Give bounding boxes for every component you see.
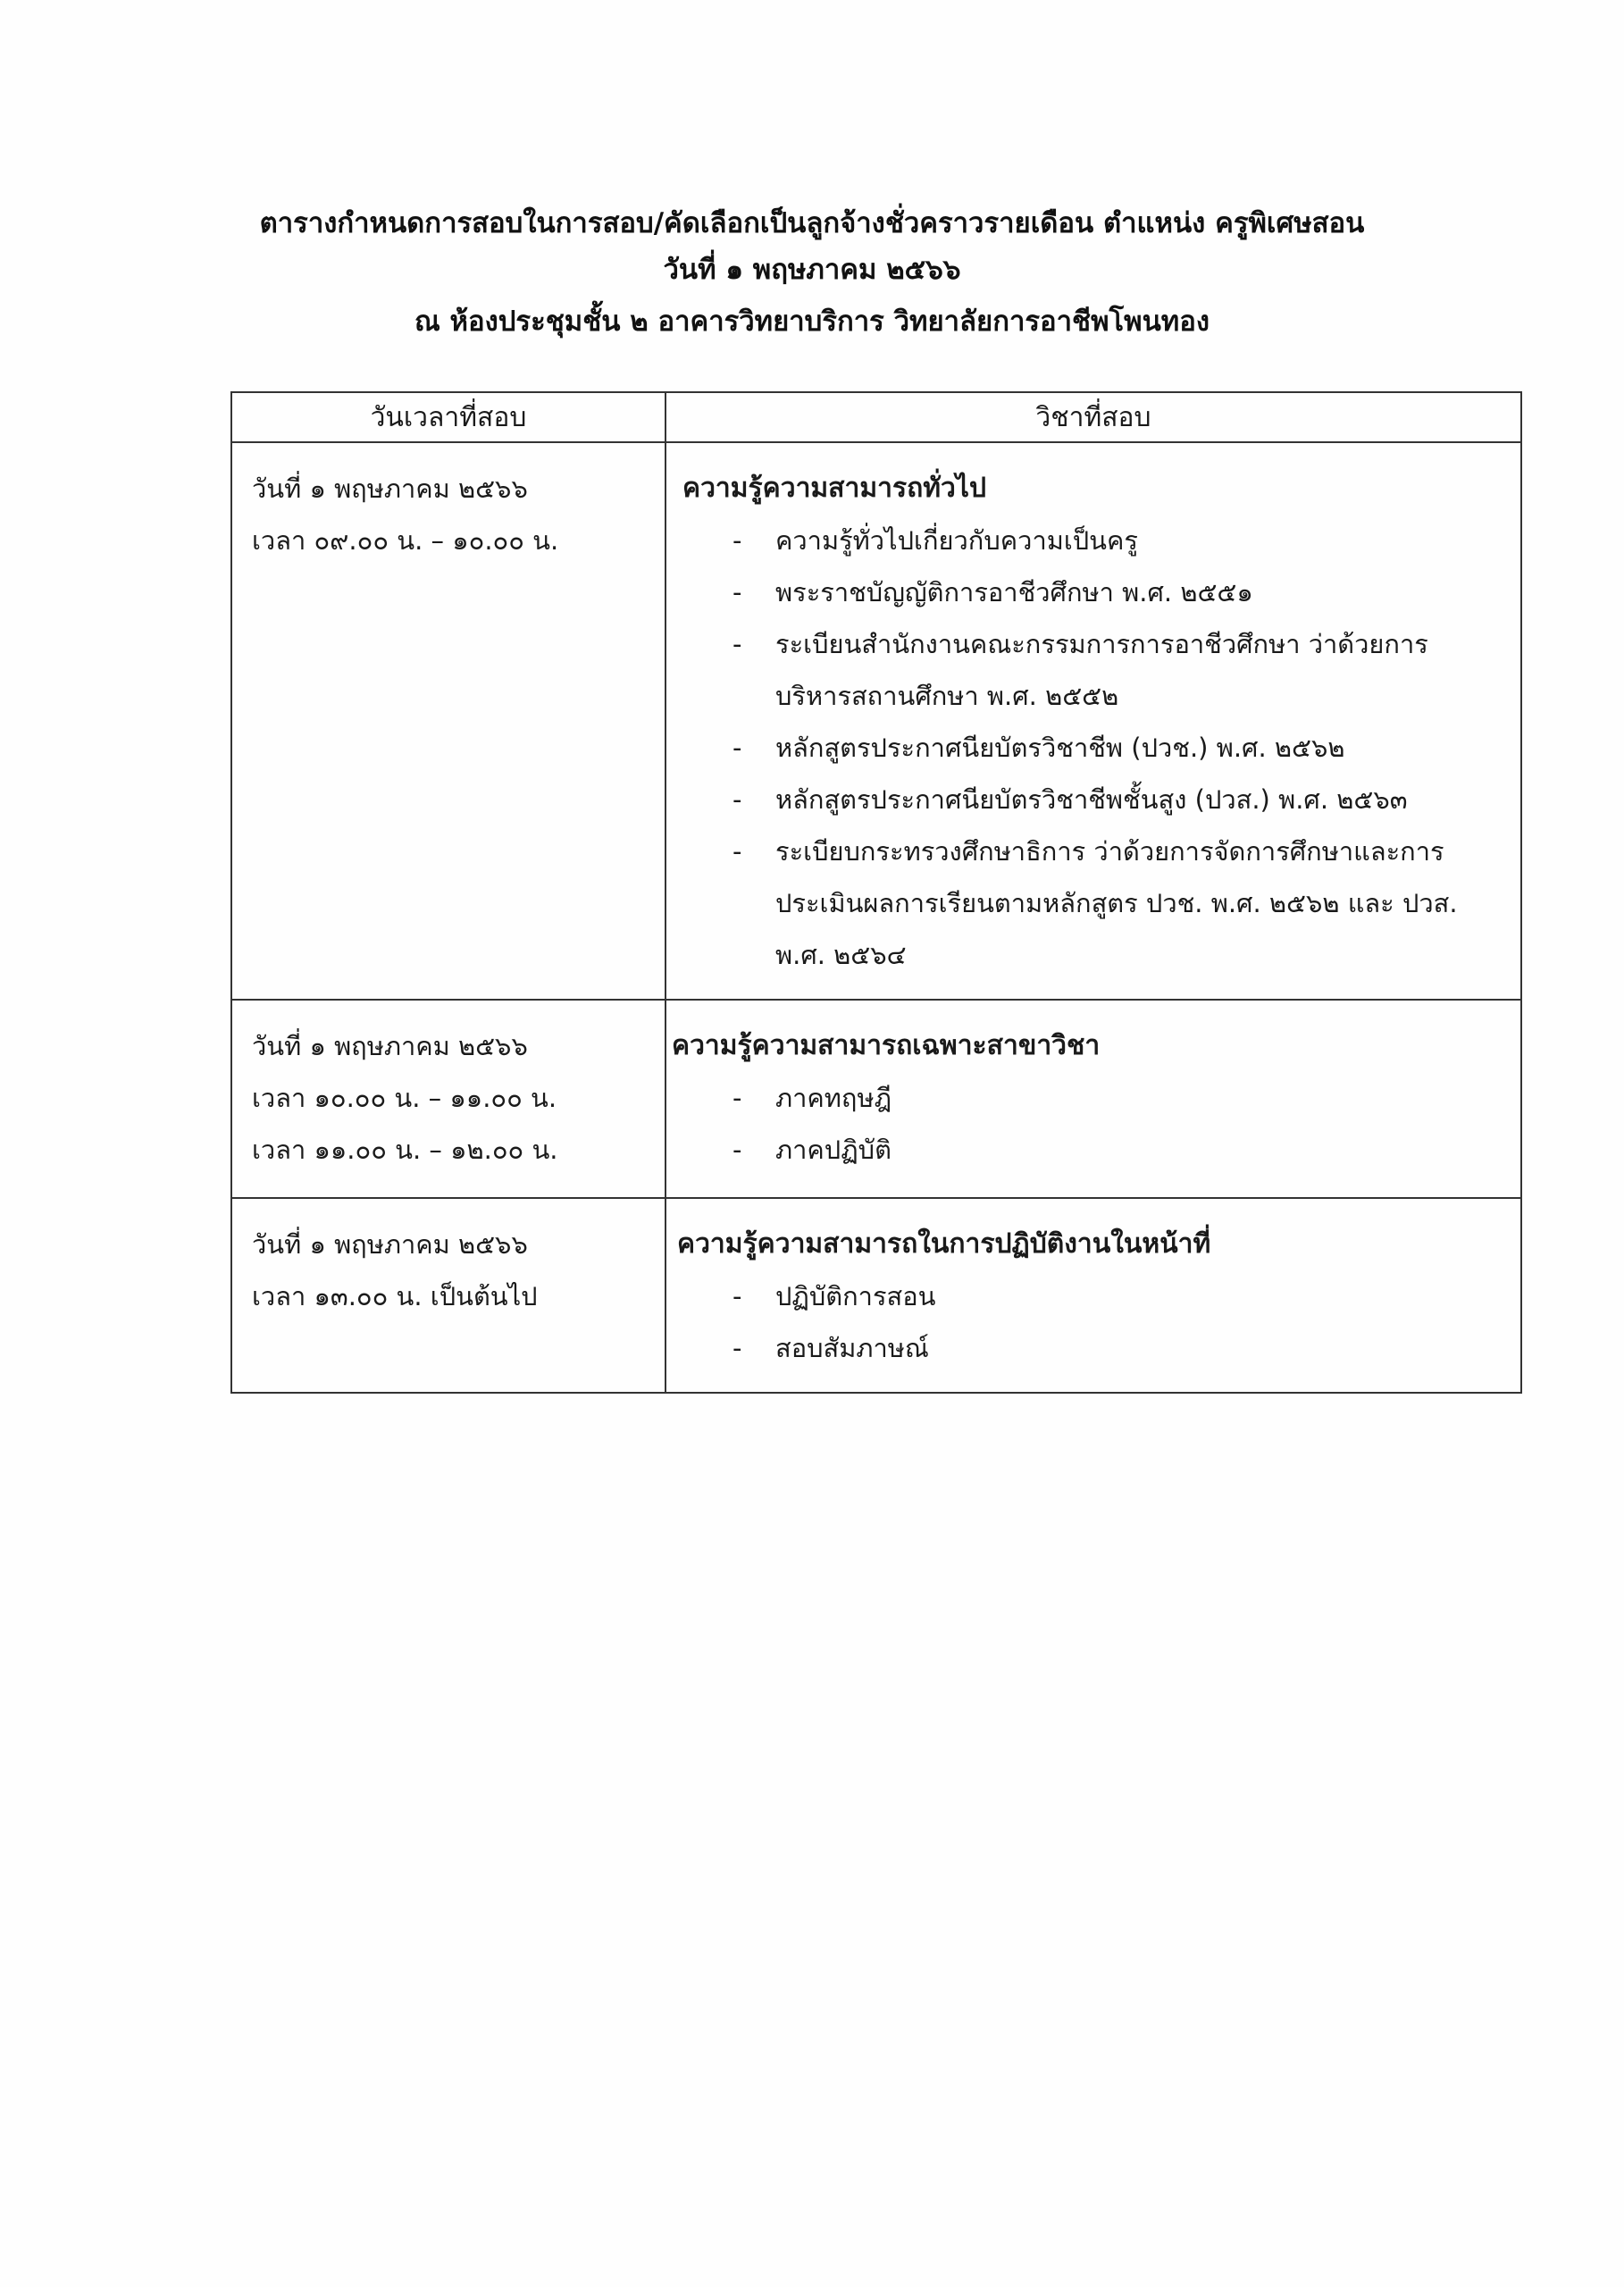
- list-item-text: ระเบียบกระทรวงศึกษาธิการ ว่าด้วยการจัดการศึกษาและการประเมินผลการเรียนตามหลักสูตร ปวช. พ.ศ. ๒๕๖๒ และ ปวส. พ.ศ. ๒๕๖๔: [775, 836, 1458, 970]
- exam-schedule-table: [230, 391, 1522, 1394]
- list-item: [666, 1124, 1520, 1176]
- table-row: [231, 442, 1521, 1000]
- bullet-dash: -: [732, 836, 742, 867]
- bullet-dash: -: [732, 577, 742, 607]
- column-header-time: วันเวลาที่สอบ: [231, 392, 666, 442]
- exam-time: เวลา ๑๓.๐๐ น. เป็นต้นไป: [252, 1281, 538, 1311]
- table-row: [231, 1000, 1521, 1198]
- exam-time: เวลา ๑๑.๐๐ น. – ๑๒.๐๐ น.: [252, 1135, 558, 1165]
- list-item: [666, 1270, 1520, 1322]
- exam-subject-cell: [666, 1198, 1521, 1393]
- list-item-text: ปฏิบัติการสอน: [775, 1281, 936, 1311]
- list-item: [666, 1072, 1520, 1124]
- list-item-text: พระราชบัญญัติการอาชีวศึกษา พ.ศ. ๒๕๕๑: [775, 577, 1253, 607]
- list-item-text: สอบสัมภาษณ์: [775, 1333, 929, 1363]
- document-title: ตารางกำหนดการสอบในการสอบ/คัดเลือกเป็นลูกจ้างชั่วคราวรายเดือน ตำแหน่ง ครูพิเศษสอน: [259, 207, 1365, 239]
- list-item-text: ภาคทฤษฎี: [775, 1083, 892, 1113]
- list-item: [666, 774, 1520, 825]
- subject-title: ความรู้ความสามารถทั่วไป: [682, 473, 986, 504]
- list-item-text: หลักสูตรประกาศนียบัตรวิชาชีพ (ปวช.) พ.ศ. ๒๕๖๒: [775, 733, 1345, 763]
- exam-date: วันที่ ๑ พฤษภาคม ๒๕๖๖: [252, 1229, 528, 1260]
- list-item-text: ความรู้ทั่วไปเกี่ยวกับความเป็นครู: [775, 525, 1138, 556]
- exam-date-heading: วันที่ ๑ พฤษภาคม ๒๕๖๖: [663, 254, 961, 286]
- list-item-text: ภาคปฏิบัติ: [775, 1135, 892, 1165]
- subject-title: ความรู้ความสามารถเฉพาะสาขาวิชา: [672, 1030, 1101, 1061]
- list-item: [666, 618, 1520, 722]
- list-item-text: ระเบียนสำนักงานคณะกรรมการการอาชีวศึกษา ว่าด้วยการบริหารสถานศึกษา พ.ศ. ๒๕๕๒: [775, 629, 1428, 711]
- bullet-dash: -: [732, 1333, 742, 1363]
- exam-time-cell: [231, 442, 666, 1000]
- bullet-dash: -: [732, 784, 742, 815]
- exam-date: วันที่ ๑ พฤษภาคม ๒๕๖๖: [252, 473, 528, 504]
- table-row: [231, 1198, 1521, 1393]
- exam-subject-cell: [666, 1000, 1521, 1198]
- table-header-row: [231, 392, 1521, 442]
- exam-time-cell: [231, 1198, 666, 1393]
- list-item: [666, 825, 1520, 981]
- bullet-dash: -: [732, 525, 742, 556]
- subject-title: ความรู้ความสามารถในการปฏิบัติงานในหน้าที่: [677, 1228, 1211, 1260]
- bullet-dash: -: [732, 1083, 742, 1113]
- bullet-dash: -: [732, 1281, 742, 1311]
- list-item: [666, 1322, 1520, 1374]
- bullet-dash: -: [732, 629, 742, 659]
- column-header-subject: วิชาที่สอบ: [666, 392, 1521, 442]
- exam-time-cell: [231, 1000, 666, 1198]
- exam-time: เวลา ๑๐.๐๐ น. – ๑๑.๐๐ น.: [252, 1083, 557, 1113]
- bullet-dash: -: [732, 1135, 742, 1165]
- exam-time: เวลา ๐๙.๐๐ น. – ๑๐.๐๐ น.: [252, 525, 559, 556]
- bullet-dash: -: [732, 733, 742, 763]
- exam-subject-cell: [666, 442, 1521, 1000]
- list-item: [666, 566, 1520, 618]
- list-item: [666, 515, 1520, 566]
- list-item-text: หลักสูตรประกาศนียบัตรวิชาชีพชั้นสูง (ปวส.) พ.ศ. ๒๕๖๓: [775, 784, 1408, 815]
- list-item: [666, 722, 1520, 774]
- exam-date: วันที่ ๑ พฤษภาคม ๒๕๖๖: [252, 1031, 528, 1061]
- exam-location-heading: ณ ห้องประชุมชั้น ๒ อาคารวิทยาบริการ วิทยาลัยการอาชีพโพนทอง: [414, 306, 1210, 338]
